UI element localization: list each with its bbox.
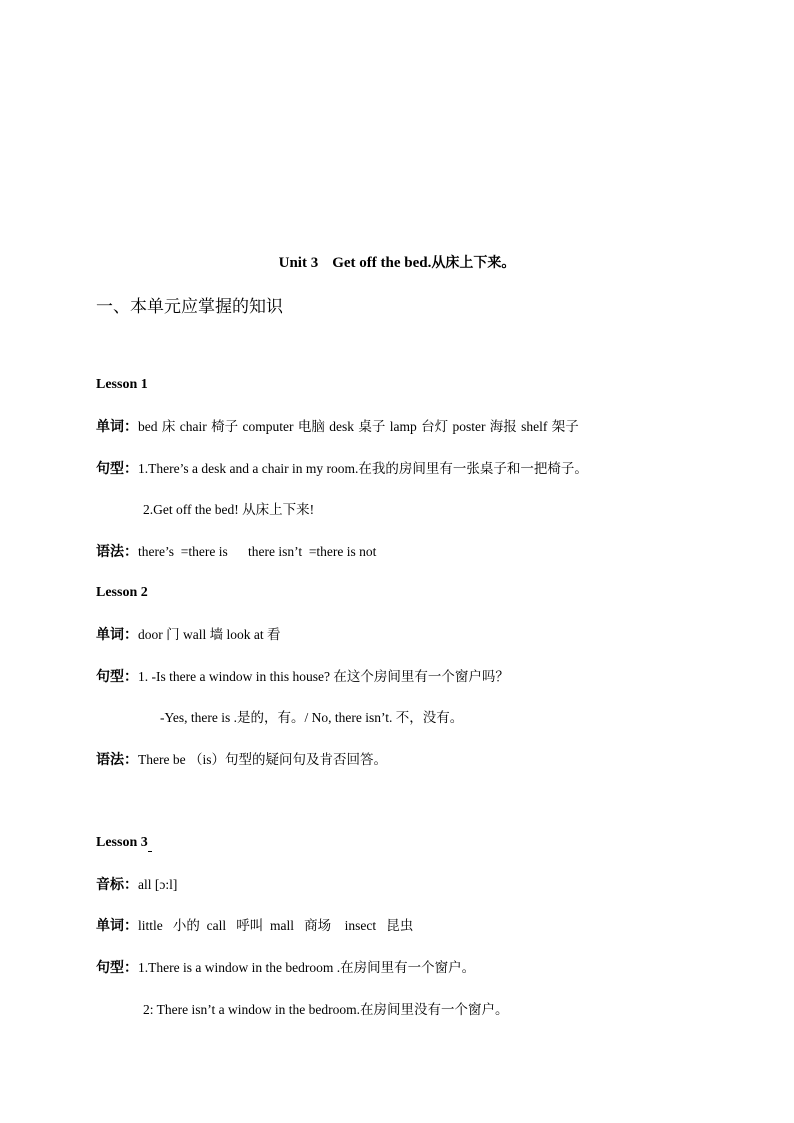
pattern-label: 句型： — [96, 461, 138, 477]
pattern-text: -Yes, there is .是的，有。/ No, there isn’t. 不，没有。 — [160, 710, 464, 725]
lesson-2-grammar — [96, 751, 387, 770]
grammar-label: 语法： — [96, 752, 138, 768]
pattern-label: 句型： — [96, 960, 138, 976]
phonetic-label: 音标： — [96, 877, 138, 893]
section-heading: 一、本单元应掌握的知识 — [96, 297, 283, 317]
vocab-text: little 小的 call 呼叫 mall 商场 insect 昆虫 — [138, 918, 414, 933]
pattern-text: 1.There is a window in the bedroom .在房间里有一个窗户。 — [138, 960, 476, 975]
lesson-2-vocab — [96, 626, 280, 645]
lesson-1-grammar — [96, 543, 376, 562]
lesson-3-phonetic — [96, 876, 177, 895]
pattern-text: 2: There isn’t a window in the bedroom.在房间里没有一个窗户。 — [143, 1002, 509, 1017]
pattern-text: 2.Get off the bed! 从床上下来! — [143, 502, 315, 517]
lesson-1-heading: Lesson 1 — [96, 377, 148, 392]
pattern-label: 句型： — [96, 669, 138, 685]
vocab-label: 单词： — [96, 419, 138, 435]
unit-number: Unit 3 — [278, 255, 319, 271]
vocab-text: door 门 wall 墙 look at 看 — [138, 627, 281, 642]
cursor-underscore — [148, 837, 152, 852]
grammar-label: 语法： — [96, 544, 138, 560]
lesson-1-pattern-2 — [143, 501, 314, 520]
unit-title — [0, 252, 794, 272]
lesson-3-pattern-1 — [96, 959, 475, 978]
unit-title-english: Get off the bed. — [332, 255, 432, 271]
lesson-1-pattern-1 — [96, 460, 588, 479]
grammar-text: There be （is）句型的疑问句及肯否回答。 — [138, 752, 387, 767]
phonetic-text: all [ɔ:l] — [138, 877, 178, 892]
lesson-3-heading — [96, 834, 152, 852]
lesson-1-vocab — [96, 418, 579, 437]
vocab-label: 单词： — [96, 918, 138, 934]
unit-title-chinese: 从床上下来。 — [431, 255, 516, 271]
pattern-text: 1. -Is there a window in this house? 在这个房间里有一个窗户吗？ — [138, 669, 509, 684]
lesson-3-vocab — [96, 917, 413, 936]
lesson-3-name: Lesson 3 — [96, 835, 148, 850]
lesson-2-pattern-1 — [96, 668, 509, 687]
vocab-text: bed 床 chair 椅子 computer 电脑 desk 桌子 lamp 台灯 poster 海报 shelf 架子 — [138, 419, 579, 434]
lesson-3-pattern-2 — [143, 1001, 508, 1020]
lesson-2-heading: Lesson 2 — [96, 585, 148, 600]
pattern-text: 1.There’s a desk and a chair in my room.在我的房间里有一张桌子和一把椅子。 — [138, 461, 588, 476]
vocab-label: 单词： — [96, 627, 138, 643]
grammar-text: there’s =there is there isn’t =there is not — [138, 544, 377, 559]
lesson-2-pattern-2 — [160, 709, 463, 728]
